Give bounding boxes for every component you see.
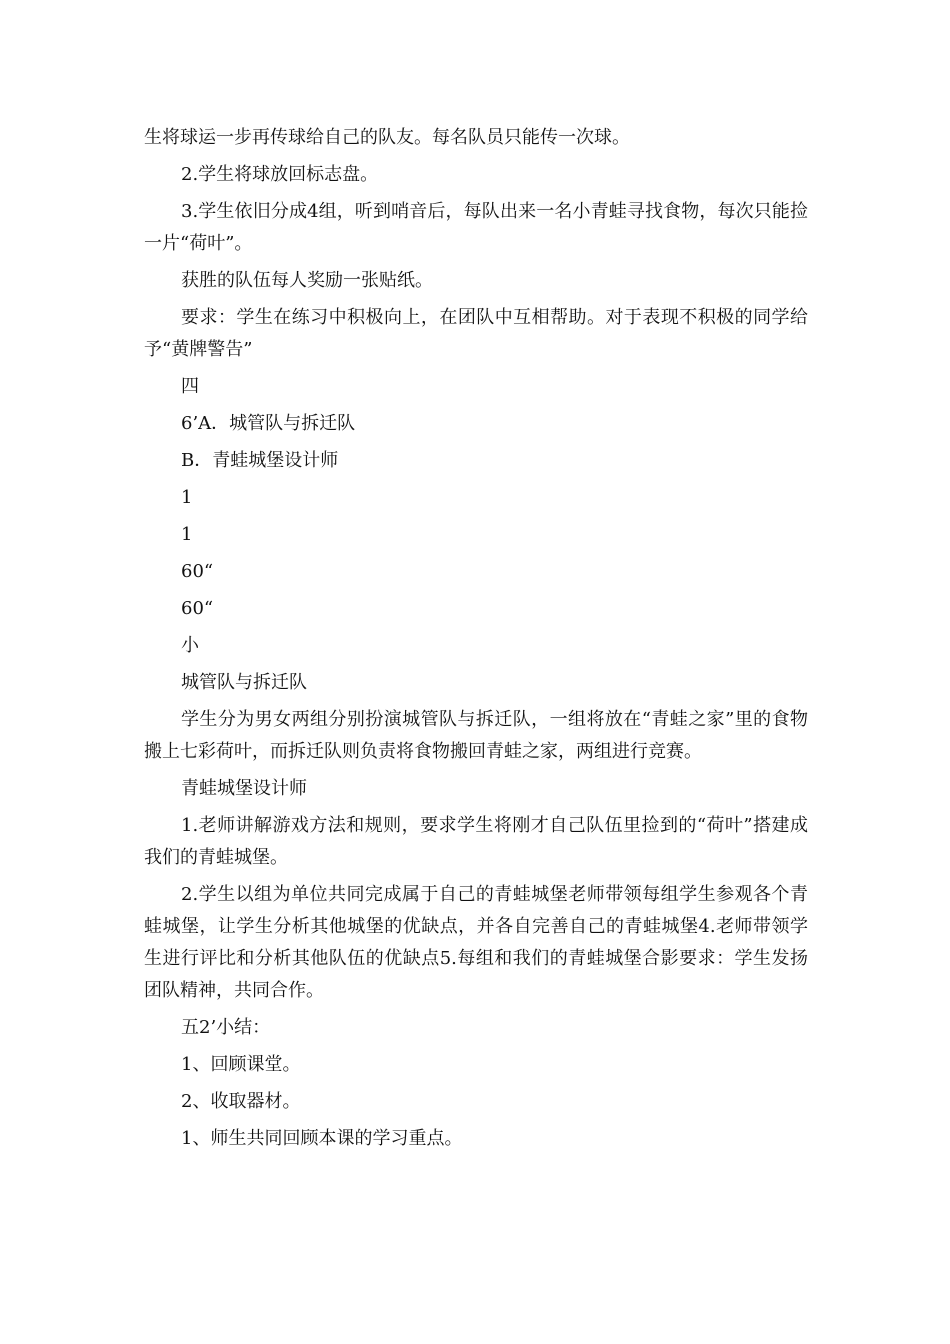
paragraph: 2.学生以组为单位共同完成属于自己的青蛙城堡老师带领每组学生参观各个青蛙城堡，让学生分析其他城堡的优缺点，并各自完善自己的青蛙城堡4.老师带领学生进行评比和分析其他队伍的优缺点5.每组和我们的青蛙城堡合影要求：学生发扬团队精神，共同合作。 [144,884,808,1001]
paragraph: 2、收取器材。 [181,1091,301,1112]
paragraph: B．青蛙城堡设计师 [181,450,339,471]
paragraph: 1.老师讲解游戏方法和规则，要求学生将刚才自己队伍里捡到的“荷叶”搭建成我们的青蛙城堡。 [144,815,808,868]
paragraph: 1 [181,487,193,508]
paragraph: 3.学生依旧分成4组，听到哨音后，每队出来一名小青蛙寻找食物，每次只能捡一片“荷叶”。 [144,201,808,254]
paragraph: 6’A．城管队与拆迁队 [181,413,356,434]
paragraph: 2.学生将球放回标志盘。 [181,164,379,185]
paragraph: 要求：学生在练习中积极向上，在团队中互相帮助。对于表现不积极的同学给予“黄牌警告” [144,307,808,360]
paragraph: 60“ [181,598,214,619]
paragraph: 学生分为男女两组分别扮演城管队与拆迁队，一组将放在“青蛙之家”里的食物搬上七彩荷叶，而拆迁队则负责将食物搬回青蛙之家，两组进行竞赛。 [144,709,808,762]
paragraph: 60“ [181,561,214,582]
document-body [144,122,808,1160]
paragraph: 小 [181,635,199,656]
paragraph: 1、师生共同回顾本课的学习重点。 [181,1128,463,1149]
paragraph: 1 [181,524,193,545]
subheading: 城管队与拆迁队 [181,672,307,693]
section-heading: 五2’小结： [181,1017,271,1038]
paragraph: 生将球运一步再传球给自己的队友。每名队员只能传一次球。 [144,127,630,148]
subheading: 青蛙城堡设计师 [181,778,307,799]
section-heading: 四 [181,376,199,397]
paragraph: 获胜的队伍每人奖励一张贴纸。 [181,270,433,291]
paragraph: 1、回顾课堂。 [181,1054,301,1075]
